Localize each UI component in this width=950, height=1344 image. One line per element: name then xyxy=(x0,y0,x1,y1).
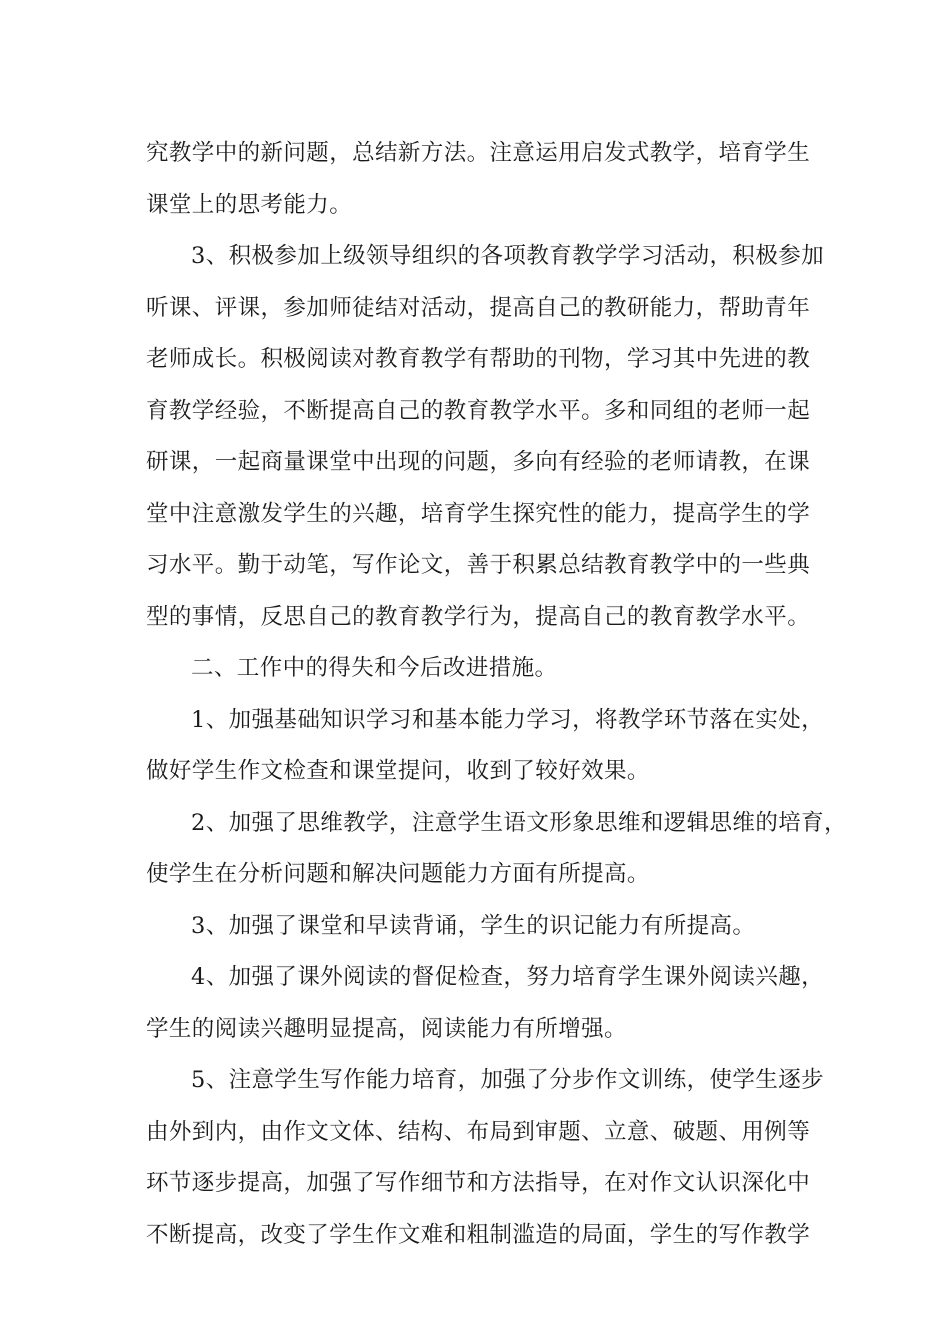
text-line: 听课、评课，参加师徒结对活动，提高自己的教研能力，帮助青年 xyxy=(146,294,811,321)
text-line: 做好学生作文检查和课堂提问，收到了较好效果。 xyxy=(146,758,650,784)
paragraph-start-line: 3、加强了课堂和早读背诵，学生的识记能力有所提高。 xyxy=(191,912,756,939)
text-line: 究教学中的新问题，总结新方法。注意运用启发式教学，培育学生 xyxy=(146,140,811,166)
text-line: 由外到内，由作文文体、结构、布局到审题、立意、破题、用例等 xyxy=(146,1118,811,1145)
text-line: 使学生在分析问题和解决问题能力方面有所提高。 xyxy=(146,861,650,887)
text-line: 习水平。勤于动笔，写作论文，善于积累总结教育教学中的一些典 xyxy=(146,552,811,578)
text-line: 不断提高，改变了学生作文难和粗制滥造的局面，学生的写作教学 xyxy=(146,1221,811,1248)
text-line: 研课，一起商量课堂中出现的问题，多向有经验的老师请教，在课 xyxy=(146,449,811,475)
paragraph-start-line: 4、加强了课外阅读的督促检查，努力培育学生课外阅读兴趣， xyxy=(191,964,825,990)
paragraph-start-line: 3、积极参加上级领导组织的各项教育教学学习活动，积极参加 xyxy=(191,243,825,269)
text-line: 堂中注意激发学生的兴趣，培育学生探究性的能力，提高学生的学 xyxy=(146,500,811,527)
text-line: 型的事情，反思自己的教育教学行为，提高自己的教育教学水平。 xyxy=(146,603,811,630)
document-body xyxy=(146,128,847,1261)
paragraph-start-line: 2、加强了思维教学，注意学生语文形象思维和逻辑思维的培育， xyxy=(191,809,847,836)
text-line: 老师成长。积极阅读对教育教学有帮助的刊物，学习其中先进的教 xyxy=(146,346,811,372)
section-heading: 二、工作中的得失和今后改进措施。 xyxy=(191,655,558,681)
text-line: 育教学经验，不断提高自己的教育教学水平。多和同组的老师一起 xyxy=(146,397,811,424)
text-line: 环节逐步提高，加强了写作细节和方法指导，在对作文认识深化中 xyxy=(146,1170,811,1196)
text-line: 课堂上的思考能力。 xyxy=(146,191,353,218)
text-line: 学生的阅读兴趣明显提高，阅读能力有所增强。 xyxy=(146,1015,627,1042)
paragraph-start-line: 5、注意学生写作能力培育，加强了分步作文训练，使学生逐步 xyxy=(191,1067,825,1093)
paragraph-start-line: 1、加强基础知识学习和基本能力学习，将教学环节落在实处， xyxy=(191,706,825,733)
